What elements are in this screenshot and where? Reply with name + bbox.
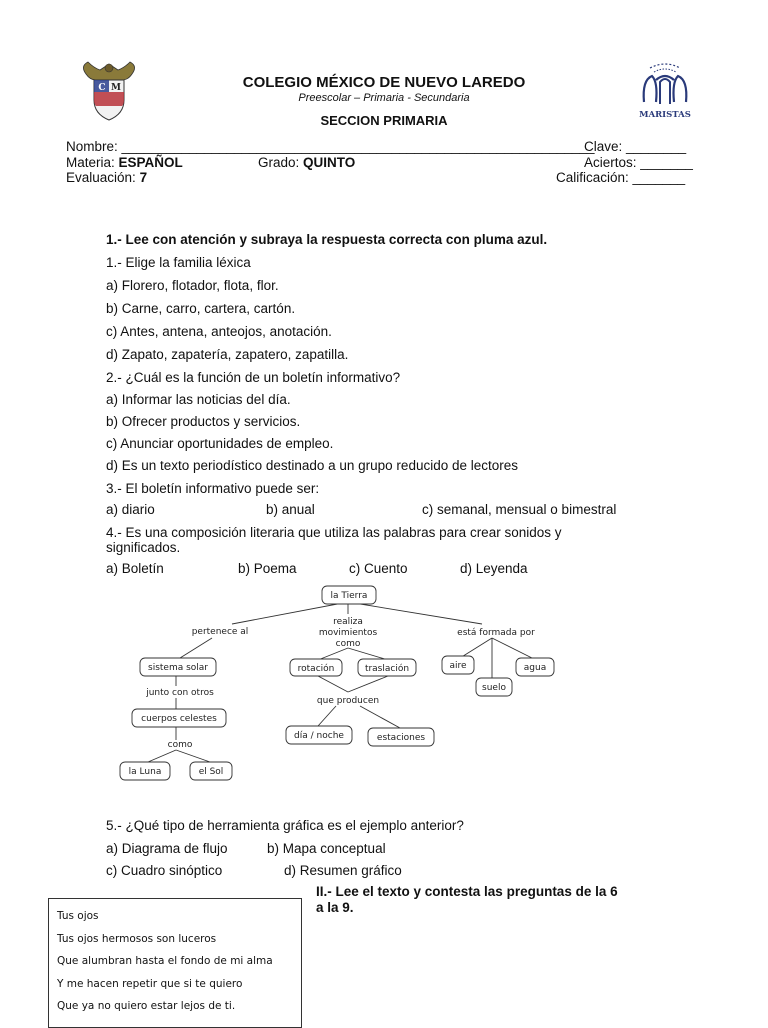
- q1-option-c[interactable]: c) Antes, antena, anteojos, anotación.: [106, 324, 332, 339]
- q4-option-b[interactable]: b) Poema: [238, 561, 297, 576]
- materia-value: ESPAÑOL: [118, 155, 183, 170]
- node-la-luna: [120, 762, 170, 780]
- q5-option-c[interactable]: c) Cuadro sinóptico: [106, 863, 223, 878]
- poem-line-3: Y me hacen repetir que si te quiero: [57, 977, 243, 990]
- section-title: SECCION PRIMARIA: [320, 113, 448, 128]
- poem-line-2: Que alumbran hasta el fondo de mi alma: [57, 955, 273, 967]
- nombre-blank[interactable]: _______________________________________________________________: [121, 139, 595, 154]
- link-pertenece-al: pertenece al: [191, 627, 249, 637]
- part1-instruction: 1.- Lee con atención y subraya la respuesta correcta con pluma azul.: [106, 232, 548, 247]
- node-sistema-solar-label: sistema solar: [148, 663, 208, 673]
- node-rotacion-label: rotación: [297, 664, 335, 674]
- q2-option-c[interactable]: c) Anunciar oportunidades de empleo.: [106, 436, 334, 451]
- q2-option-a[interactable]: a) Informar las noticias del día.: [106, 392, 291, 407]
- node-la-tierra-label: la Tierra: [330, 591, 368, 601]
- q5-text: 5.- ¿Qué tipo de herramienta gráfica es el ejemplo anterior?: [106, 818, 464, 833]
- node-cuerpos-celestes: [132, 709, 226, 727]
- q3-option-c[interactable]: c) semanal, mensual o bimestral: [422, 502, 617, 517]
- q3-text: 3.- El boletín informativo puede ser:: [106, 481, 320, 496]
- school-levels: Preescolar – Primaria - Secundaria: [298, 92, 470, 104]
- q1-option-b[interactable]: b) Carne, carro, cartera, cartón.: [106, 301, 296, 316]
- poem-box: [48, 898, 302, 1028]
- node-la-tierra: [322, 586, 376, 604]
- link-que-producen: que producen: [316, 696, 380, 706]
- node-el-sol: [190, 762, 232, 780]
- node-sistema-solar: [140, 658, 216, 676]
- node-cuerpos-celestes-label: cuerpos celestes: [141, 714, 217, 724]
- aciertos-blank[interactable]: _______: [640, 155, 693, 170]
- node-dia-noche: [286, 726, 352, 744]
- part2-instruction-line2: a la 9.: [316, 900, 354, 915]
- crest-letter-m: M: [111, 83, 121, 93]
- materia-field: [66, 155, 183, 170]
- node-estaciones: [368, 728, 434, 746]
- node-aire-label: aire: [449, 661, 467, 671]
- q2-text: 2.- ¿Cuál es la función de un boletín informativo?: [106, 370, 401, 385]
- node-traslacion: [358, 659, 416, 676]
- q1-option-a[interactable]: a) Florero, flotador, flota, flor.: [106, 278, 279, 293]
- q5-option-a[interactable]: a) Diagrama de flujo: [106, 841, 228, 856]
- link-como: como: [167, 740, 193, 750]
- link-junto-con-otros: junto con otros: [146, 688, 214, 698]
- node-aire: [442, 656, 474, 674]
- node-rotacion: [290, 659, 342, 676]
- q5-option-b[interactable]: b) Mapa conceptual: [267, 841, 386, 856]
- node-suelo: [476, 678, 512, 696]
- node-la-luna-label: la Luna: [128, 767, 162, 777]
- link-esta-formada-por: está formada por: [457, 628, 535, 638]
- calificacion-label: Calificación:: [556, 170, 629, 185]
- q4-option-c[interactable]: c) Cuento: [349, 561, 408, 576]
- part2-instruction-line1: II.- Lee el texto y contesta las preguntas de la 6: [316, 884, 618, 899]
- link-realiza-line1: realiza: [333, 617, 363, 627]
- q4-text-line2: significados.: [106, 540, 181, 555]
- node-estaciones-label: estaciones: [376, 733, 426, 743]
- aciertos-label: Aciertos:: [584, 155, 637, 170]
- grado-field: [258, 155, 355, 170]
- aciertos-field[interactable]: [584, 155, 693, 170]
- q1-option-d[interactable]: d) Zapato, zapatería, zapatero, zapatilla.: [106, 347, 349, 362]
- materia-label: Materia:: [66, 155, 115, 170]
- poem-line-4: Que ya no quiero estar lejos de ti.: [57, 1000, 236, 1012]
- evaluacion-value: 7: [139, 170, 148, 185]
- node-el-sol-label: el Sol: [198, 767, 224, 777]
- evaluacion-label: Evaluación:: [66, 170, 136, 185]
- concept-map-diagram: [112, 582, 558, 788]
- q1-text: 1.- Elige la familia léxica: [106, 255, 251, 270]
- evaluacion-field: [66, 170, 147, 185]
- clave-label: Clave:: [584, 139, 623, 154]
- school-name: COLEGIO MÉXICO DE NUEVO LAREDO: [242, 74, 526, 91]
- q3-option-b[interactable]: b) anual: [266, 502, 315, 517]
- node-suelo-label: suelo: [482, 683, 506, 693]
- calificacion-field[interactable]: [556, 170, 685, 185]
- q4-text-line1: 4.- Es una composición literaria que utiliza las palabras para crear sonidos y: [106, 525, 562, 540]
- node-traslacion-label: traslación: [364, 664, 410, 674]
- poem-title: Tus ojos: [57, 910, 99, 922]
- node-agua-label: agua: [523, 663, 547, 673]
- grado-label: Grado:: [258, 155, 300, 170]
- poem-line-1: Tus ojos hermosos son luceros: [57, 932, 217, 945]
- link-realiza-line2: movimientos: [318, 628, 378, 638]
- calificacion-blank[interactable]: _______: [632, 170, 686, 185]
- node-agua: [516, 658, 554, 676]
- q2-option-d[interactable]: d) Es un texto periodístico destinado a un grupo reducido de lectores: [106, 458, 519, 473]
- q3-option-a[interactable]: a) diario: [106, 502, 155, 517]
- q2-option-b[interactable]: b) Ofrecer productos y servicios.: [106, 414, 301, 429]
- nombre-label: Nombre:: [66, 139, 118, 154]
- clave-field[interactable]: [584, 139, 686, 154]
- link-realiza-line3: como: [335, 639, 361, 649]
- q4-option-a[interactable]: a) Boletín: [106, 561, 164, 576]
- q4-option-d[interactable]: d) Leyenda: [460, 561, 528, 576]
- crest-letter-c: C: [98, 83, 106, 93]
- nombre-field[interactable]: [66, 139, 595, 154]
- node-dia-noche-label: día / noche: [294, 731, 344, 741]
- q5-option-d[interactable]: d) Resumen gráfico: [284, 863, 402, 878]
- clave-blank[interactable]: ________: [626, 139, 687, 154]
- maristas-logo-text: MARISTAS: [639, 110, 691, 120]
- grado-value: QUINTO: [303, 155, 356, 170]
